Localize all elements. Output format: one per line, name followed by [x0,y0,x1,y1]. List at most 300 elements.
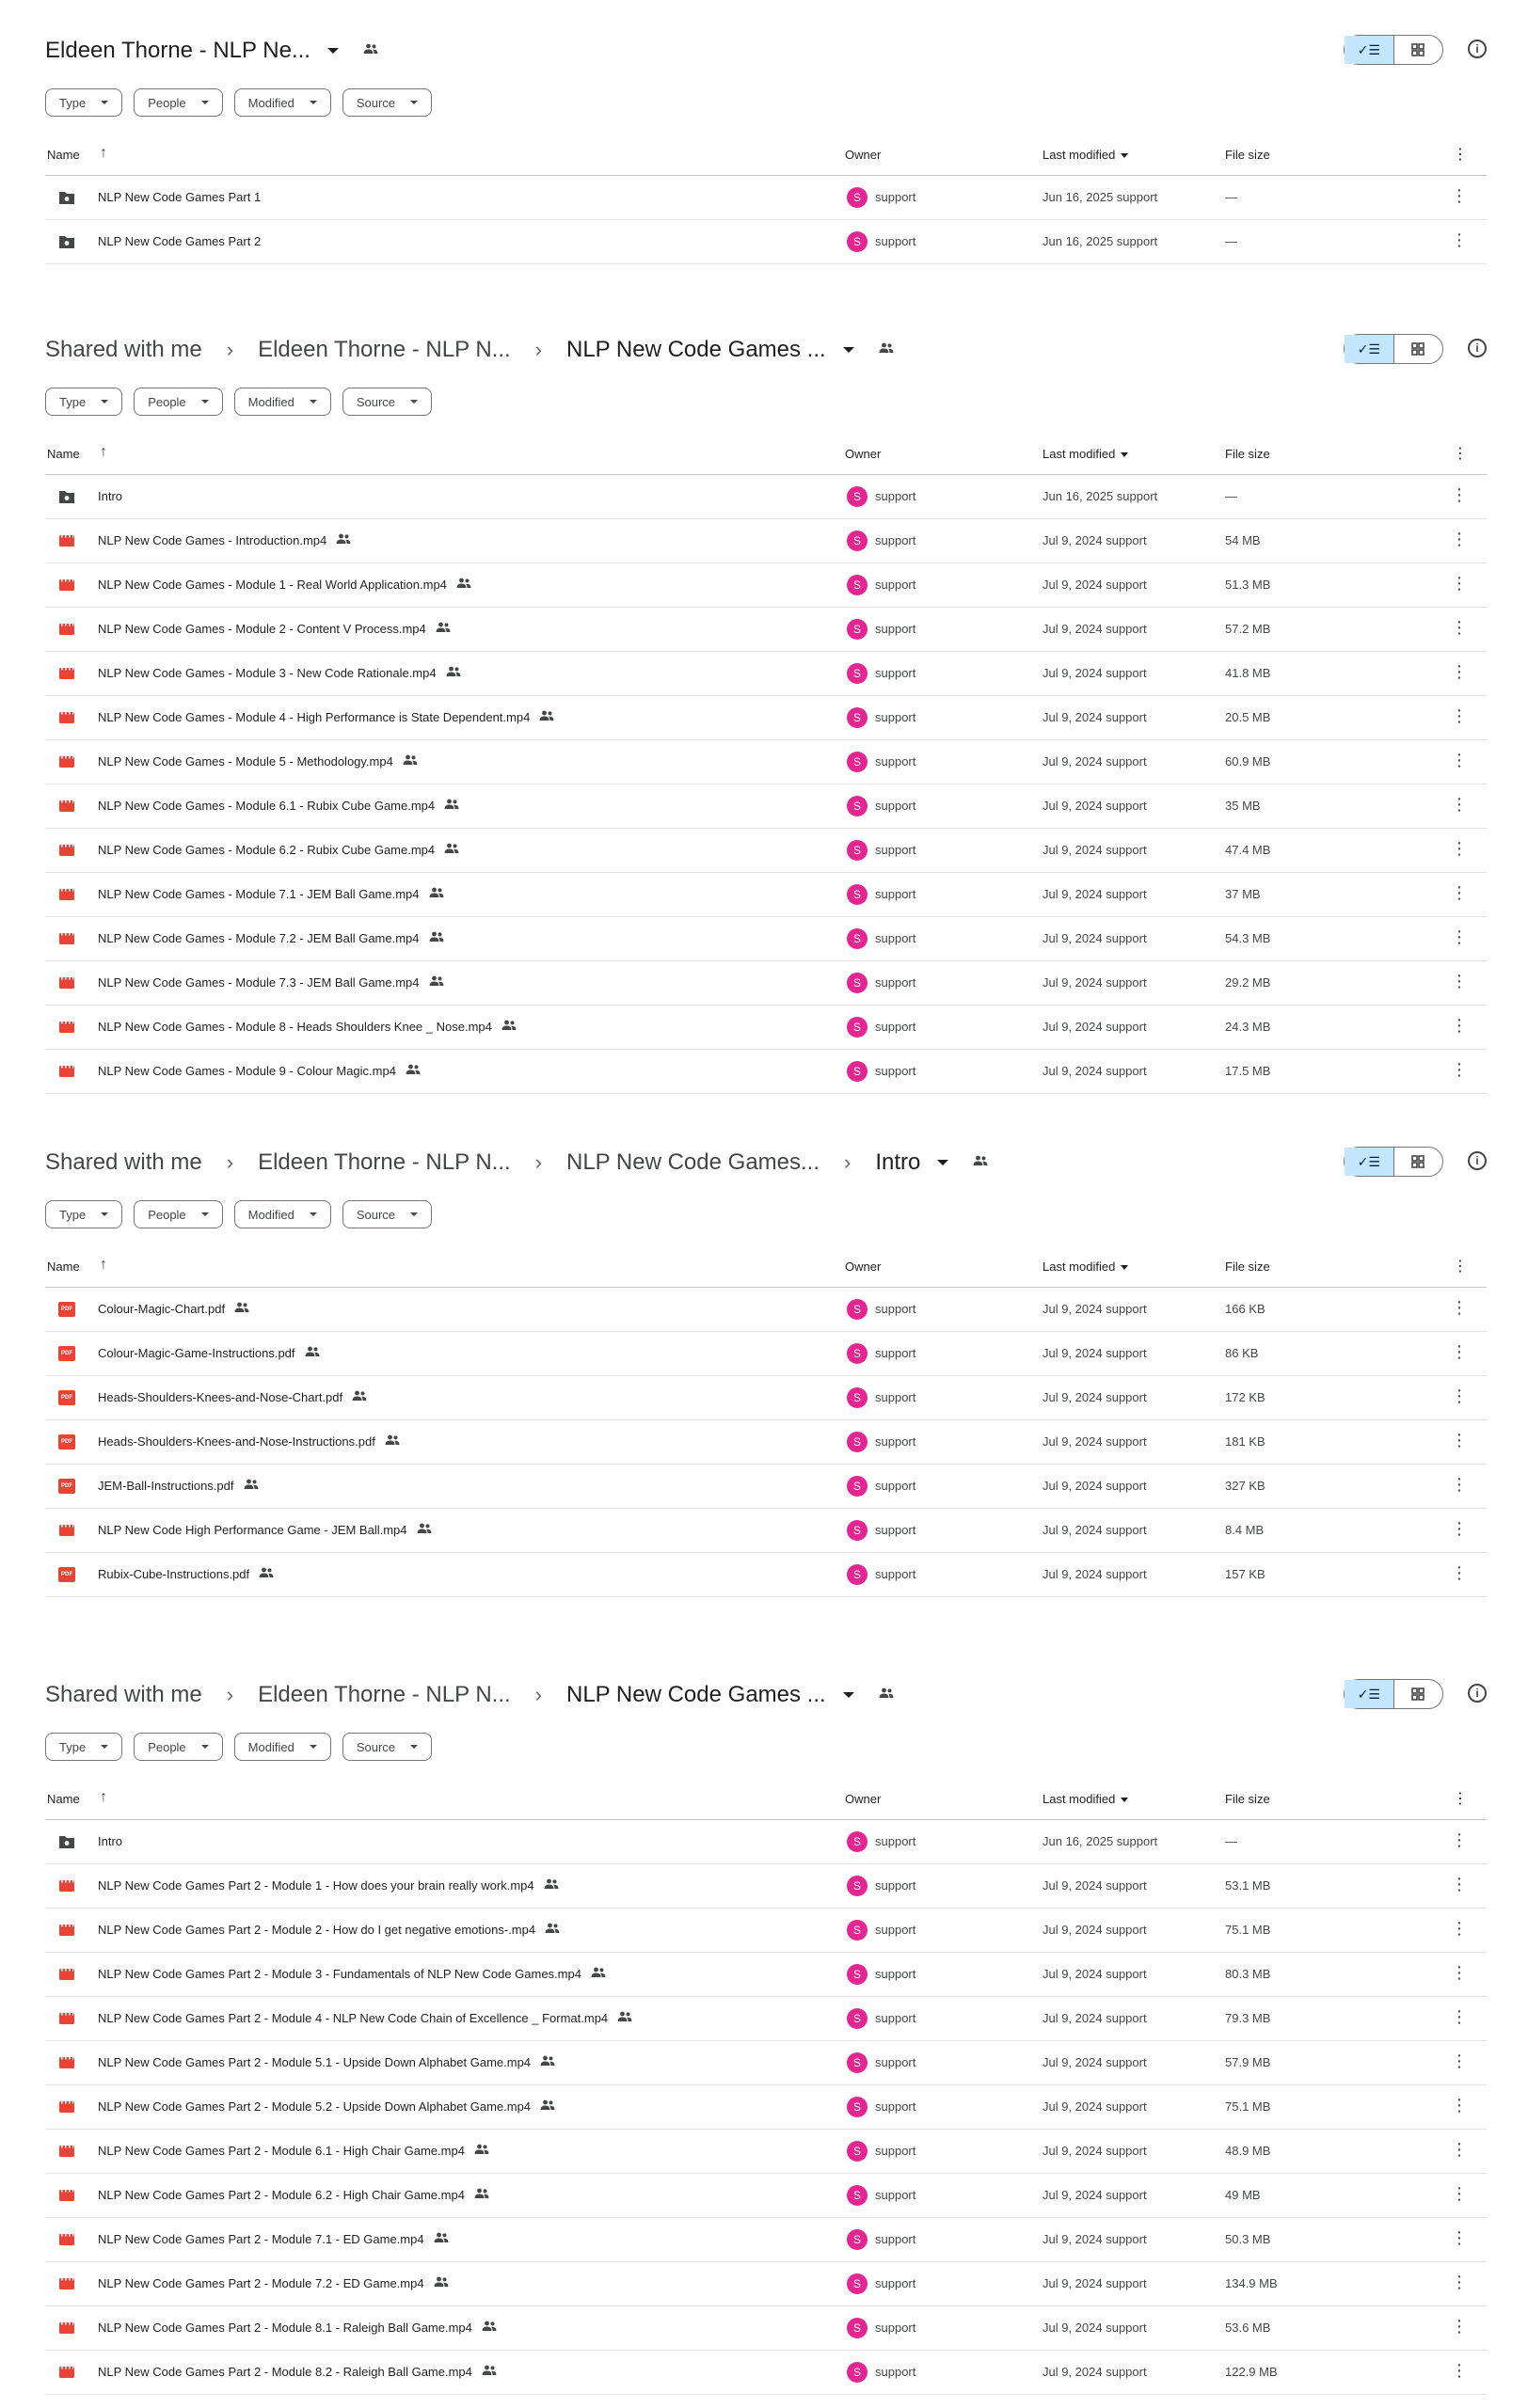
breadcrumb-item[interactable]: Eldeen Thorne - NLP N... [258,1149,511,1175]
filter-chip-type[interactable] [45,1200,122,1228]
file-name[interactable] [98,1967,606,1981]
more-actions-icon[interactable]: ⋮ [1451,1875,1468,1893]
file-name[interactable] [98,843,459,857]
table-row[interactable] [45,1953,1487,1997]
sort-arrow-up-icon[interactable]: ↑ [100,1789,107,1805]
more-actions-icon[interactable]: ⋮ [1451,2007,1468,2026]
last-modified: Jul 9, 2024 support [1043,2365,1147,2379]
file-name[interactable] [98,622,451,636]
file-name[interactable] [98,1479,259,1493]
last-modified: Jul 9, 2024 support [1043,2232,1147,2246]
last-modified: Jul 9, 2024 support [1043,1020,1147,1034]
video-file-icon [58,1523,75,1538]
table-row[interactable] [45,563,1487,608]
last-modified: Jul 9, 2024 support [1043,754,1147,768]
table-row[interactable] [45,475,1487,519]
table-row[interactable] [45,220,1487,264]
view-toggle [1344,334,1443,364]
table-row[interactable] [45,2218,1487,2262]
sort-arrow-up-icon[interactable]: ↑ [100,145,107,161]
filter-chip-modified[interactable] [234,388,331,416]
more-actions-icon[interactable]: ⋮ [1451,751,1468,769]
file-name[interactable] [98,799,459,813]
folder-icon [58,1834,75,1849]
column-header-last-modified[interactable] [1043,447,1128,461]
file-name-text: Rubix-Cube-Instructions.pdf [98,1567,250,1581]
filter-chip-modified[interactable] [234,1200,331,1228]
table-row[interactable] [45,1050,1487,1094]
table-row[interactable] [45,1509,1487,1553]
file-size: 24.3 MB [1225,1020,1271,1034]
video-file-icon [58,622,75,637]
more-actions-icon[interactable]: ⋮ [1451,883,1468,902]
column-header-name[interactable]: Name [47,1792,80,1806]
file-name[interactable] [98,1834,122,1848]
file-name-text: NLP New Code Games Part 2 - Module 1 - How does your brain really work.mp4 [98,1878,534,1893]
file-name-text: NLP New Code Games Part 1 [98,190,262,204]
column-header-name[interactable]: Name [47,148,80,162]
file-size: 35 MB [1225,799,1261,813]
table-row[interactable] [45,176,1487,220]
file-name[interactable] [98,1020,517,1034]
filter-chip-source[interactable] [342,88,432,117]
table-row[interactable] [45,1006,1487,1050]
shared-icon [540,2055,555,2069]
owner-name: support [875,533,916,547]
more-vert-icon[interactable]: ⋮ [1453,1791,1468,1807]
last-modified: Jul 9, 2024 support [1043,2321,1147,2335]
file-name[interactable] [98,1878,559,1893]
table-row[interactable] [45,1909,1487,1953]
shared-icon [482,2321,497,2335]
avatar: S [847,1387,867,1408]
owner-name: support [875,2144,916,2158]
more-actions-icon[interactable]: ⋮ [1451,2096,1468,2115]
current-folder-title[interactable]: NLP New Code Games ... [566,337,826,362]
owner-name: support [875,2232,916,2246]
avatar: S [847,1831,867,1852]
video-file-icon [58,2144,75,2159]
dropdown-arrow-icon[interactable] [843,1692,854,1698]
more-actions-icon[interactable]: ⋮ [1451,1386,1468,1405]
file-size: — [1225,1834,1237,1848]
avatar: S [847,2273,867,2294]
file-name[interactable] [98,1434,400,1449]
table-row[interactable] [45,1997,1487,2041]
more-actions-icon[interactable]: ⋮ [1451,2361,1468,2380]
file-name[interactable] [98,2011,632,2025]
breadcrumb-item[interactable]: Shared with me [45,1682,202,1707]
file-name[interactable] [98,533,351,547]
more-actions-icon[interactable]: ⋮ [1451,1060,1468,1079]
panel-header [45,26,1487,75]
column-header-last-modified[interactable] [1043,148,1128,162]
video-file-icon [58,843,75,858]
table-row[interactable] [45,917,1487,961]
file-name[interactable] [98,234,261,248]
more-actions-icon[interactable]: ⋮ [1451,1016,1468,1035]
folder-icon [58,234,75,249]
video-file-icon [58,1020,75,1035]
last-modified: Jun 16, 2025 support [1043,234,1158,248]
breadcrumb-item[interactable]: Shared with me [45,337,202,362]
owner-name: support [875,799,916,813]
table-header [45,1245,1487,1288]
avatar: S [847,1343,867,1364]
more-actions-icon[interactable]: ⋮ [1451,1919,1468,1938]
list-view-button[interactable]: ✓☰ [1345,36,1394,64]
table-row[interactable] [45,784,1487,829]
avatar: S [847,231,867,252]
file-name[interactable] [98,931,444,945]
last-modified: Jul 9, 2024 support [1043,1878,1147,1893]
filter-chip-people[interactable] [134,1200,222,1228]
shared-icon [434,2232,449,2246]
dropdown-arrow-icon [410,101,418,104]
more-vert-icon[interactable]: ⋮ [1453,147,1468,163]
shared-icon [545,1923,560,1937]
table-row[interactable] [45,829,1487,873]
last-modified: Jul 9, 2024 support [1043,2099,1147,2114]
breadcrumb-item[interactable]: Eldeen Thorne - NLP N... [258,1682,511,1707]
table-row[interactable] [45,2351,1487,2395]
list-view-button[interactable]: ✓☰ [1345,335,1394,363]
more-actions-icon[interactable]: ⋮ [1451,574,1468,593]
file-list [45,1820,1487,2395]
last-modified: Jul 9, 2024 support [1043,1346,1147,1360]
info-icon[interactable]: i [1468,40,1487,58]
more-actions-icon[interactable]: ⋮ [1451,1519,1468,1538]
filter-chip-people[interactable] [134,388,222,416]
more-vert-icon[interactable]: ⋮ [1453,446,1468,462]
table-row[interactable] [45,961,1487,1006]
avatar: S [847,1564,867,1585]
owner-name: support [875,622,916,636]
view-toggle [1344,35,1443,65]
current-folder-title[interactable]: Eldeen Thorne - NLP Ne... [45,38,310,63]
last-modified: Jul 9, 2024 support [1043,799,1147,813]
avatar: S [847,2362,867,2383]
file-name-text: NLP New Code Games Part 2 - Module 6.1 - High Chair Game.mp4 [98,2144,465,2158]
avatar: S [847,663,867,684]
grid-view-button[interactable] [1394,1680,1443,1708]
table-header [45,1778,1487,1820]
list-view-button[interactable]: ✓☰ [1345,1148,1394,1176]
file-name[interactable] [98,754,418,768]
info-icon[interactable]: i [1468,1684,1487,1703]
file-name[interactable] [98,2365,497,2379]
dropdown-arrow-icon [201,400,209,404]
file-size: 157 KB [1225,1567,1265,1581]
dropdown-arrow-icon[interactable] [843,347,854,353]
more-actions-icon[interactable]: ⋮ [1451,530,1468,548]
table-row[interactable] [45,1376,1487,1420]
grid-view-button[interactable] [1394,36,1443,64]
filter-chip-type[interactable] [45,88,122,117]
folder-icon [58,190,75,205]
file-size: 86 KB [1225,1346,1259,1360]
table-row[interactable] [45,1553,1487,1597]
more-actions-icon[interactable]: ⋮ [1451,662,1468,681]
file-name[interactable] [98,1523,432,1537]
owner-name: support [875,578,916,592]
file-name-text: NLP New Code Games Part 2 [98,234,262,248]
file-name-text: NLP New Code Games - Module 6.1 - Rubix Cube Game.mp4 [98,799,436,813]
column-header-last-modified[interactable] [1043,1792,1128,1806]
chevron-right-icon: › [226,1683,234,1706]
file-size: 181 KB [1225,1434,1265,1449]
more-vert-icon[interactable]: ⋮ [1453,1259,1468,1275]
filter-chip-label: People [148,394,186,409]
table-row[interactable] [45,2306,1487,2351]
table-row[interactable] [45,740,1487,784]
more-actions-icon[interactable]: ⋮ [1451,839,1468,858]
table-row[interactable] [45,1332,1487,1376]
file-size: 327 KB [1225,1479,1265,1493]
more-actions-icon[interactable]: ⋮ [1451,618,1468,637]
more-actions-icon[interactable]: ⋮ [1451,2317,1468,2336]
more-actions-icon[interactable]: ⋮ [1451,1475,1468,1494]
table-row[interactable] [45,2174,1487,2218]
pdf-file-icon: PDF [58,1390,75,1405]
more-actions-icon[interactable]: ⋮ [1451,2273,1468,2291]
shared-icon [444,843,459,857]
file-name[interactable] [98,2099,555,2114]
more-actions-icon[interactable]: ⋮ [1451,2052,1468,2070]
avatar: S [847,2185,867,2206]
more-actions-icon[interactable]: ⋮ [1451,1830,1468,1849]
file-name[interactable] [98,2321,497,2335]
sort-arrow-up-icon[interactable]: ↑ [100,444,107,460]
file-name-text: NLP New Code Games Part 2 - Module 7.1 - ED Game.mp4 [98,2232,424,2246]
column-header-last-modified[interactable] [1043,1259,1128,1274]
grid-view-button[interactable] [1394,1148,1443,1176]
file-name-text: Colour-Magic-Game-Instructions.pdf [98,1346,295,1360]
table-row[interactable] [45,1820,1487,1864]
column-header-owner: Owner [845,1259,882,1274]
dropdown-arrow-icon [410,400,418,404]
more-actions-icon[interactable]: ⋮ [1451,1342,1468,1361]
more-actions-icon[interactable]: ⋮ [1451,186,1468,205]
filter-chip-modified[interactable] [234,1733,331,1761]
more-actions-icon[interactable]: ⋮ [1451,2228,1468,2247]
filter-chip-type[interactable] [45,1733,122,1761]
shared-icon [436,622,451,636]
last-modified: Jul 9, 2024 support [1043,1390,1147,1404]
current-folder-title[interactable]: NLP New Code Games ... [566,1682,826,1707]
filter-bar [45,388,1487,416]
table-header [45,433,1487,475]
owner-name: support [875,1434,916,1449]
video-file-icon [58,2321,75,2336]
dropdown-arrow-icon [101,400,108,404]
file-name-text: JEM-Ball-Instructions.pdf [98,1479,234,1493]
shared-icon [352,1390,367,1404]
more-actions-icon[interactable]: ⋮ [1451,706,1468,725]
column-header-name[interactable]: Name [47,1259,80,1274]
owner-name: support [875,2188,916,2202]
file-size: 53.1 MB [1225,1878,1271,1893]
dropdown-arrow-icon[interactable] [937,1160,948,1165]
filter-chip-modified[interactable] [234,88,331,117]
more-actions-icon[interactable]: ⋮ [1451,1563,1468,1582]
file-name[interactable] [98,666,461,680]
column-header-label: Last modified [1043,148,1116,162]
file-size: 57.9 MB [1225,2055,1271,2069]
dropdown-arrow-icon [410,1745,418,1749]
breadcrumb-item[interactable]: NLP New Code Games... [566,1149,820,1175]
avatar: S [847,707,867,728]
more-actions-icon[interactable]: ⋮ [1451,1298,1468,1317]
owner-name: support [875,234,916,248]
file-name[interactable] [98,1064,421,1078]
more-actions-icon[interactable]: ⋮ [1451,230,1468,249]
file-name[interactable] [98,190,261,204]
dropdown-arrow-icon [310,400,317,404]
owner-name: support [875,2365,916,2379]
file-name[interactable] [98,710,554,724]
chevron-right-icon: › [226,1150,234,1174]
owner-name: support [875,843,916,857]
filter-chip-label: Source [356,1739,396,1754]
shared-icon [539,710,554,724]
list-view-button[interactable]: ✓☰ [1345,1680,1394,1708]
grid-view-button[interactable] [1394,335,1443,363]
avatar: S [847,928,867,949]
owner-name: support [875,2276,916,2290]
file-name-text: NLP New Code Games - Module 7.3 - JEM Ball Game.mp4 [98,975,420,990]
file-name-text: NLP New Code Games - Module 7.2 - JEM Ball Game.mp4 [98,931,420,945]
file-name[interactable] [98,1302,249,1316]
sort-arrow-up-icon[interactable]: ↑ [100,1257,107,1273]
dropdown-arrow-icon [101,101,108,104]
more-actions-icon[interactable]: ⋮ [1451,1963,1468,1982]
avatar: S [847,1520,867,1541]
video-file-icon [58,2365,75,2380]
file-name[interactable] [98,1567,274,1581]
table-row[interactable] [45,696,1487,740]
shared-icon [444,799,459,813]
shared-icon [244,1479,259,1493]
filter-chip-source[interactable] [342,1733,432,1761]
file-name[interactable] [98,489,122,503]
dropdown-arrow-icon[interactable] [327,48,339,54]
breadcrumb [45,26,380,75]
file-name[interactable] [98,2188,489,2202]
avatar: S [847,1299,867,1320]
more-actions-icon[interactable]: ⋮ [1451,2184,1468,2203]
filter-chip-source[interactable] [342,1200,432,1228]
last-modified: Jul 9, 2024 support [1043,843,1147,857]
last-modified: Jul 9, 2024 support [1043,533,1147,547]
filter-chip-type[interactable] [45,388,122,416]
video-file-icon [58,1064,75,1079]
more-actions-icon[interactable]: ⋮ [1451,1431,1468,1450]
file-name[interactable] [98,887,444,901]
folder-icon [58,489,75,504]
last-modified: Jul 9, 2024 support [1043,1302,1147,1316]
video-file-icon [58,2099,75,2115]
breadcrumb-item[interactable]: Eldeen Thorne - NLP N... [258,337,511,362]
filter-chip-people[interactable] [134,1733,222,1761]
table-row[interactable] [45,2262,1487,2306]
last-modified: Jul 9, 2024 support [1043,2011,1147,2025]
table-row[interactable] [45,873,1487,917]
file-name[interactable] [98,1923,560,1937]
last-modified: Jun 16, 2025 support [1043,1834,1158,1848]
column-header-file-size: File size [1225,1792,1270,1806]
file-name-text: NLP New Code Games Part 2 - Module 5.1 - Upside Down Alphabet Game.mp4 [98,2055,532,2069]
avatar: S [847,2097,867,2117]
file-name[interactable] [98,2232,449,2246]
more-actions-icon[interactable]: ⋮ [1451,2140,1468,2159]
more-actions-icon[interactable]: ⋮ [1451,927,1468,946]
table-row[interactable] [45,519,1487,563]
file-name[interactable] [98,975,444,990]
avatar: S [847,2229,867,2250]
file-name-text: NLP New Code Games - Module 7.1 - JEM Ball Game.mp4 [98,887,420,901]
file-name[interactable] [98,2144,489,2158]
filter-chip-label: Source [356,1207,396,1222]
current-folder-title[interactable]: Intro [875,1149,921,1175]
shared-icon [234,1302,249,1316]
info-icon[interactable]: i [1468,1151,1487,1170]
table-row[interactable] [45,1465,1487,1509]
filter-chip-people[interactable] [134,88,222,117]
owner-name: support [875,1020,916,1034]
table-row[interactable] [45,2085,1487,2130]
table-row[interactable] [45,608,1487,652]
file-name[interactable] [98,2276,449,2290]
info-icon[interactable]: i [1468,339,1487,357]
table-row[interactable] [45,2041,1487,2085]
table-row[interactable] [45,1288,1487,1332]
owner-name: support [875,1479,916,1493]
more-actions-icon[interactable]: ⋮ [1451,485,1468,504]
breadcrumb-item[interactable]: Shared with me [45,1149,202,1175]
file-name[interactable] [98,578,471,592]
filter-chip-source[interactable] [342,388,432,416]
file-name[interactable] [98,1346,320,1360]
file-name[interactable] [98,2055,555,2069]
shared-folder-icon [879,341,896,358]
last-modified: Jun 16, 2025 support [1043,190,1158,204]
video-file-icon [58,1923,75,1938]
more-actions-icon[interactable]: ⋮ [1451,972,1468,990]
table-row[interactable] [45,1864,1487,1909]
table-row[interactable] [45,2130,1487,2174]
video-file-icon [58,1967,75,1982]
last-modified: Jul 9, 2024 support [1043,1567,1147,1581]
breadcrumb [45,325,896,374]
file-name-text: Heads-Shoulders-Knees-and-Nose-Chart.pdf [98,1390,343,1404]
avatar: S [847,2141,867,2162]
panel-header [45,1138,1487,1187]
column-header-name[interactable]: Name [47,447,80,461]
shared-icon [456,578,471,592]
table-row[interactable] [45,652,1487,696]
table-row[interactable] [45,1420,1487,1465]
dropdown-arrow-icon [201,1745,209,1749]
pdf-file-icon: PDF [58,1479,75,1494]
owner-name: support [875,2321,916,2335]
avatar: S [847,884,867,905]
column-header-label: Last modified [1043,1792,1116,1806]
file-size: 50.3 MB [1225,2232,1271,2246]
file-name[interactable] [98,1390,367,1404]
column-header-owner: Owner [845,148,882,162]
more-actions-icon[interactable]: ⋮ [1451,795,1468,814]
